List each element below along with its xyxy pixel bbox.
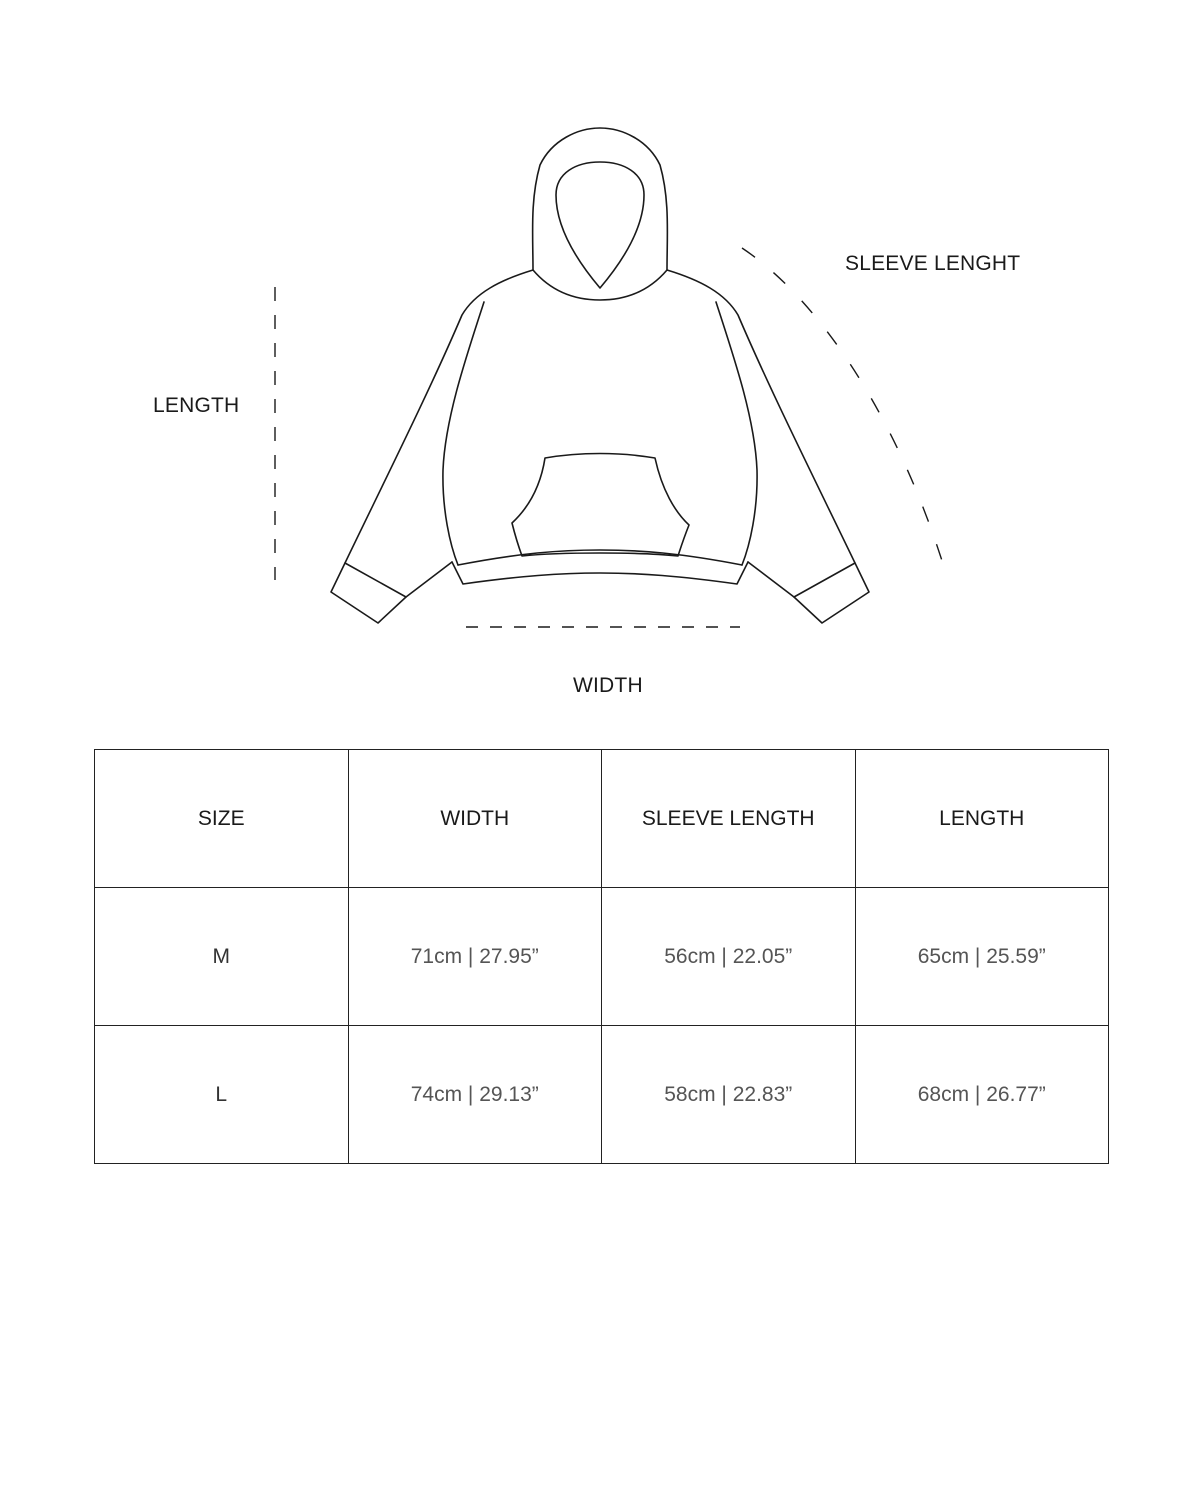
width-cell: 71cm | 27.95” — [348, 888, 602, 1026]
width-cell: 74cm | 29.13” — [348, 1026, 602, 1164]
hoodie-drawing — [0, 0, 1200, 720]
hoodie-measurement-diagram — [0, 0, 1200, 720]
raglan-seam-right — [716, 302, 757, 565]
header-length: LENGTH — [855, 750, 1109, 888]
table-row — [95, 1026, 1109, 1164]
left-sleeve-underarm — [406, 562, 452, 597]
header-width: WIDTH — [348, 750, 602, 888]
right-cuff — [794, 563, 869, 623]
sleeve-dimension-line — [742, 248, 948, 580]
length-cell: 68cm | 26.77” — [855, 1026, 1109, 1164]
raglan-seam-left — [443, 302, 484, 565]
body-left-outline — [345, 270, 533, 563]
size-chart-table — [94, 749, 1109, 1164]
header-size: SIZE — [95, 750, 349, 888]
sleeve-length-cell: 58cm | 22.83” — [602, 1026, 856, 1164]
length-label: LENGTH — [153, 394, 240, 417]
width-label: WIDTH — [573, 674, 643, 697]
sleeve-length-cell: 56cm | 22.05” — [602, 888, 856, 1026]
length-cell: 65cm | 25.59” — [855, 888, 1109, 1026]
body-right-outline — [667, 270, 855, 563]
header-sleeve-length: SLEEVE LENGTH — [602, 750, 856, 888]
right-sleeve-underarm — [748, 562, 794, 597]
left-cuff — [331, 563, 406, 623]
table-header-row — [95, 750, 1109, 888]
size-cell: L — [95, 1026, 349, 1164]
size-cell: M — [95, 888, 349, 1026]
kangaroo-pocket — [512, 454, 689, 557]
hem-band-bottom — [452, 562, 748, 584]
hood-opening — [556, 162, 644, 288]
sleeve-length-label: SLEEVE LENGHT — [845, 252, 1021, 275]
hood-outline — [533, 128, 668, 300]
table-row — [95, 888, 1109, 1026]
